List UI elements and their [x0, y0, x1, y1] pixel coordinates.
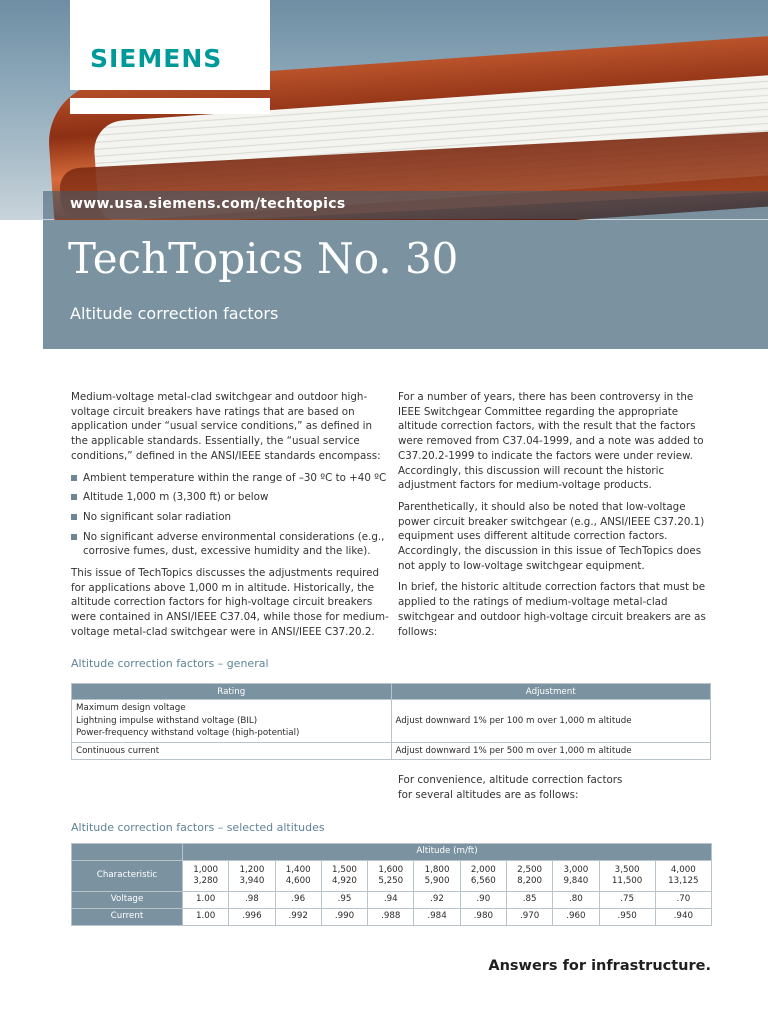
current-factor-cell: .984 [414, 909, 460, 926]
voltage-factor-cell: .80 [553, 892, 599, 909]
altitude-cell [321, 861, 367, 892]
altitude-cell [183, 861, 229, 892]
left-column [71, 390, 389, 647]
voltage-factor-cell: .94 [368, 892, 414, 909]
summary-paragraph: In brief, the historic altitude correction factors that must be applied to the ratings of medium-voltage metal-clad switchgear and outdoor high-voltage circuit breakers are as follows: [398, 581, 706, 638]
altitude-feet: 3,940 [239, 876, 265, 886]
voltage-factor-cell: .92 [414, 892, 460, 909]
voltage-factor-cell: .70 [655, 892, 711, 909]
current-factor-cell: .992 [275, 909, 321, 926]
row-header: Voltage [72, 892, 183, 909]
page-subtitle: Altitude correction factors [70, 304, 279, 323]
altitude-feet: 5,250 [378, 876, 404, 886]
table-row [72, 909, 712, 926]
altitude-meters: 1,000 [193, 864, 219, 875]
altitude-feet: 9,840 [563, 876, 589, 886]
current-factor-cell: .988 [368, 909, 414, 926]
altitude-cell [229, 861, 275, 892]
altitude-cell [275, 861, 321, 892]
row-header: Characteristic [72, 861, 183, 892]
general-factors-table [71, 683, 711, 760]
intro-paragraph: Medium-voltage metal-clad switchgear and outdoor high-voltage circuit breakers have ratings that are based on application under “usual service conditions,” as defined in the applicable standards. Essentially, the “usual service conditions,” defined in the ANSI/IEEE standards encompass: [71, 391, 381, 462]
list-item: Ambient temperature within the range of –30 ºC to +40 ºC [71, 471, 389, 486]
altitude-feet: 8,200 [517, 876, 543, 886]
voltage-factor-cell: .98 [229, 892, 275, 909]
footer-tagline: Answers for infrastructure. [488, 958, 711, 974]
table-row [72, 892, 712, 909]
altitude-meters: 2,500 [517, 864, 543, 875]
altitude-feet: 3,280 [193, 876, 219, 886]
voltage-factor-cell: 1.00 [183, 892, 229, 909]
voltage-factor-cell: .95 [321, 892, 367, 909]
table-cell: Adjust downward 1% per 100 m over 1,000 m altitude [391, 700, 711, 743]
voltage-factor-cell: .90 [460, 892, 506, 909]
bullet-square-icon [71, 534, 77, 540]
current-factor-cell: 1.00 [183, 909, 229, 926]
altitude-meters: 1,600 [378, 864, 404, 875]
table-cell [72, 844, 183, 861]
altitude-cell [655, 861, 711, 892]
selected-altitudes-table [71, 843, 712, 926]
siemens-logo: SIEMENS [90, 44, 223, 73]
altitude-feet: 11,500 [611, 876, 643, 886]
logo-strip [70, 98, 270, 114]
controversy-paragraph: For a number of years, there has been controversy in the IEEE Switchgear Committee regarding the appropriate altitude correction factors, with the result that the factors were removed from C37.04-1999, and a note was added to C37.20.2-1999 to indicate the factors were under review. Accordingly, this discussion will recount the historic adjustment factors for medium-voltage products. [398, 391, 704, 492]
altitude-cell [599, 861, 655, 892]
voltage-factor-cell: .85 [506, 892, 552, 909]
table-row [72, 700, 711, 743]
general-table-label: Altitude correction factors – general [71, 657, 269, 670]
selected-table-label: Altitude correction factors – selected altitudes [71, 821, 325, 834]
voltage-factor-cell: .96 [275, 892, 321, 909]
row-header: Current [72, 909, 183, 926]
table-row [72, 742, 711, 760]
altitude-feet: 13,125 [668, 876, 699, 886]
altitude-cell [460, 861, 506, 892]
altitude-meters: 1,400 [285, 864, 311, 875]
website-link[interactable]: www.usa.siemens.com/techtopics [70, 196, 346, 212]
low-voltage-paragraph: Parenthetically, it should also be noted that low-voltage power circuit breaker switchgear (e.g., ANSI/IEEE C37.20.1) equipment uses different altitude correction factors. Accordingly, the discussion in this issue of TechTopics does not apply to low-voltage switchgear equipment. [398, 500, 705, 572]
altitude-cell [553, 861, 599, 892]
current-factor-cell: .990 [321, 909, 367, 926]
current-factor-cell: .970 [506, 909, 552, 926]
table-cell: Continuous current [72, 742, 392, 760]
list-item: No significant adverse environmental considerations (e.g., corrosive fumes, dust, excessive humidity and the like). [71, 530, 389, 559]
column-header: Rating [72, 684, 392, 700]
altitude-meters: 3,000 [563, 864, 589, 875]
altitude-feet: 4,920 [332, 876, 357, 886]
altitude-meters: 4,000 [670, 864, 696, 875]
current-factor-cell: .950 [599, 909, 655, 926]
table-row [72, 861, 712, 892]
current-factor-cell: .996 [229, 909, 275, 926]
scope-paragraph: This issue of TechTopics discusses the adjustments required for applications above 1,000 m in altitude. Historically, the altitude correction factors for high-voltage circuit breakers were contained in ANSI/IEEE C37.04, while those for medium-voltage metal-clad switchgear were in ANSI/IEEE C37.20.2. [71, 567, 389, 638]
altitude-cell [414, 861, 460, 892]
altitude-meters: 2,000 [470, 864, 496, 875]
table-cell: Maximum design voltage Lightning impulse withstand voltage (BIL) Power-frequency withstand voltage (high-potential) [72, 700, 392, 743]
voltage-factor-cell: .75 [599, 892, 655, 909]
bullet-square-icon [71, 494, 77, 500]
altitude-meters: 1,800 [424, 864, 450, 875]
altitude-feet: 6,560 [470, 876, 496, 886]
list-item: Altitude 1,000 m (3,300 ft) or below [71, 490, 389, 505]
current-factor-cell: .980 [460, 909, 506, 926]
altitude-meters: 1,500 [332, 864, 357, 875]
current-factor-cell: .940 [655, 909, 711, 926]
altitude-feet: 5,900 [424, 876, 450, 886]
table-header-row [72, 844, 712, 861]
altitude-meters: 1,200 [239, 864, 265, 875]
altitude-cell [506, 861, 552, 892]
column-header: Adjustment [391, 684, 711, 700]
table-header-row [72, 684, 711, 700]
table-cell: Adjust downward 1% per 500 m over 1,000 m altitude [391, 742, 711, 760]
convenience-paragraph: For convenience, altitude correction factors for several altitudes are as follows: [398, 774, 623, 801]
bullet-square-icon [71, 514, 77, 520]
altitude-cell [368, 861, 414, 892]
current-factor-cell: .960 [553, 909, 599, 926]
right-column [398, 390, 716, 646]
page-title: TechTopics No. 30 [68, 234, 459, 283]
altitude-meters: 3,500 [614, 864, 640, 875]
column-header: Altitude (m/ft) [183, 844, 712, 861]
service-conditions-list [71, 471, 389, 560]
list-item: No significant solar radiation [71, 510, 389, 525]
altitude-feet: 4,600 [285, 876, 311, 886]
bullet-square-icon [71, 475, 77, 481]
